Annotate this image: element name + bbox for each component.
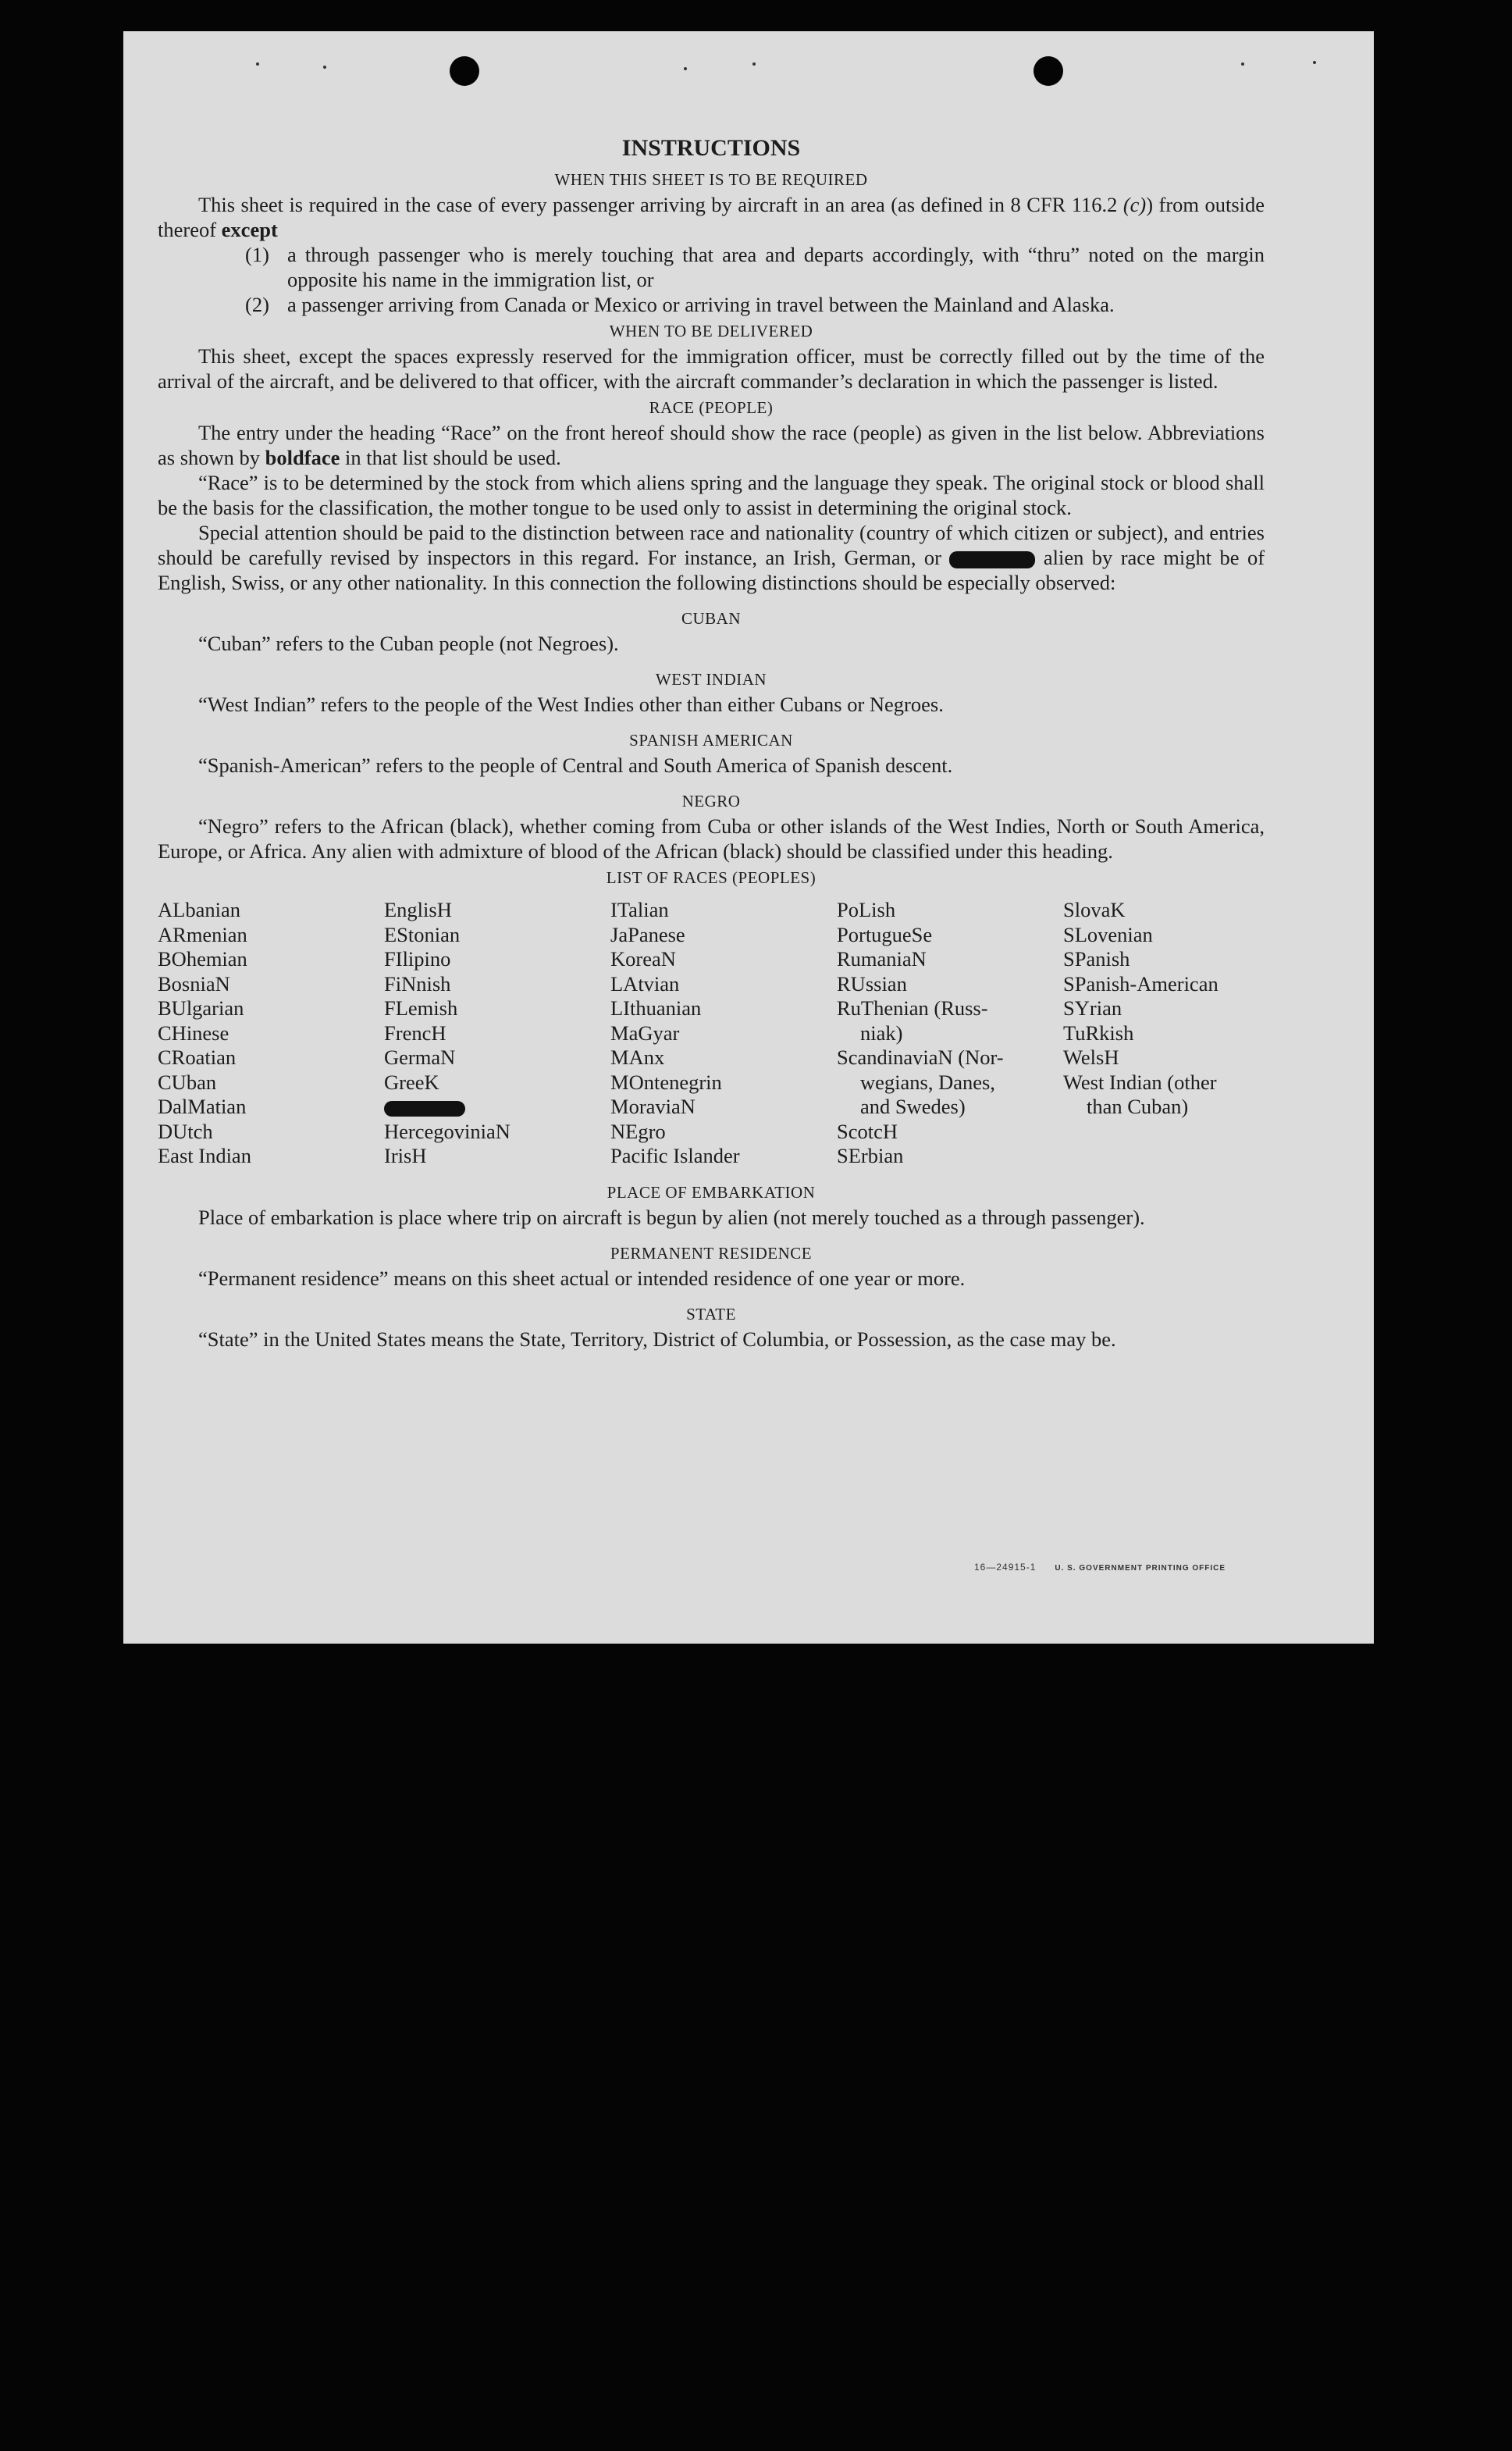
race-entry-continued: niak) bbox=[860, 1021, 903, 1045]
race-paragraph-2: “Race” is to be determined by the stock from which aliens spring and the language they speak. The original stock or blood shall be the basis for the classification, the mother tongue to be used only to assist in determining the original stock. bbox=[158, 471, 1265, 519]
race-entry: GermaN bbox=[384, 1046, 456, 1069]
permanent-residence-text: “Permanent residence” means on this sheet actual or intended residence of one year or more. bbox=[198, 1266, 966, 1290]
race-entry: CHinese bbox=[158, 1021, 229, 1045]
race-entry: ScotcH bbox=[837, 1119, 898, 1143]
punch-hole-right bbox=[1033, 56, 1063, 86]
race-entry: CRoatian bbox=[158, 1046, 237, 1069]
races-column-4 bbox=[837, 898, 1063, 1169]
race-entry: KoreaN bbox=[610, 947, 676, 971]
race-entry: MAnx bbox=[610, 1046, 665, 1069]
instructions-body bbox=[158, 133, 1265, 1352]
race-entry: FrencH bbox=[384, 1021, 446, 1045]
speck bbox=[1241, 62, 1244, 66]
race-entry: SlovaK bbox=[1063, 898, 1126, 921]
races-list bbox=[158, 898, 1265, 1169]
race-entry: ARmenian bbox=[158, 922, 247, 946]
race-entry-continued: wegians, Danes, bbox=[860, 1070, 995, 1094]
race-p3-tail: alien by race might be of English, Swiss, or any other nationality. In this connection the following distinctions should be especially observed: bbox=[158, 546, 1265, 594]
race-entry: SYrian bbox=[1063, 996, 1122, 1020]
section-heading-embarkation: PLACE OF EMBARKATION bbox=[607, 1182, 816, 1202]
race-entry: MoraviaN bbox=[610, 1095, 696, 1118]
race-entry: MaGyar bbox=[610, 1021, 680, 1045]
section-heading-when-delivered: WHEN TO BE DELIVERED bbox=[609, 322, 813, 340]
race-paragraph-1 bbox=[158, 420, 1265, 470]
race-p1-tail: in that list should be used. bbox=[340, 446, 561, 469]
race-entry: JaPanese bbox=[610, 922, 685, 946]
delivered-text: This sheet, except the spaces expressly reserved for the immigration officer, must be correctly filled out by the time of the arrival of the aircraft, and be delivered to that officer, with the aircraft commander’s declaration in which the passenger is listed. bbox=[158, 344, 1265, 393]
section-heading-west-indian: WEST INDIAN bbox=[655, 670, 767, 689]
required-intro bbox=[158, 192, 1265, 242]
embarkation-text: Place of embarkation is place where trip on aircraft is begun by alien (not merely touched as a through passenger). bbox=[198, 1205, 1145, 1229]
speck bbox=[752, 62, 756, 66]
form-footer bbox=[974, 1562, 1226, 1573]
required-intro-except: except bbox=[221, 218, 278, 241]
race-entry: LIthuanian bbox=[610, 996, 702, 1020]
section-heading-cuban: CUBAN bbox=[681, 609, 741, 628]
section-heading-negro: NEGRO bbox=[681, 792, 741, 810]
race-entry: WelsH bbox=[1063, 1046, 1119, 1069]
race-entry: PoLish bbox=[837, 898, 896, 921]
cuban-text: “Cuban” refers to the Cuban people (not Negroes). bbox=[198, 632, 619, 655]
exception-item-1 bbox=[245, 242, 1265, 292]
race-entry: RumaniaN bbox=[837, 947, 927, 971]
race-entry: GreeK bbox=[384, 1070, 439, 1094]
race-entry: SPanish-American bbox=[1063, 971, 1218, 996]
west-indian-text: “West Indian” refers to the people of the West Indies other than either Cubans or Negroes. bbox=[198, 693, 944, 716]
exception-number: (2) bbox=[245, 293, 269, 316]
negro-text: “Negro” refers to the African (black), whether coming from Cuba or other islands of the West Indies, North or South America, Europe, or Africa. Any alien with admixture of blood of the African (black) should be classified under this heading. bbox=[158, 814, 1265, 863]
race-entry: DUtch bbox=[158, 1119, 213, 1143]
state-text: “State” in the United States means the State, Territory, District of Columbia, or Possession, as the case may be. bbox=[198, 1327, 1116, 1351]
section-heading-spanish-american: SPANISH AMERICAN bbox=[629, 731, 793, 750]
race-entry: FLemish bbox=[384, 996, 458, 1020]
page-title: INSTRUCTIONS bbox=[621, 135, 801, 161]
exception-text: a through passenger who is merely touching that area and departs accordingly, with “thru” noted on the margin opposite his name in the immigration list, or bbox=[287, 243, 1265, 291]
race-p1-lead: The entry under the heading “Race” on the front hereof should show the race (people) as given in the list below. Abbreviations as shown by bbox=[158, 421, 1265, 469]
race-entry: PortugueSe bbox=[837, 922, 933, 946]
races-column-5 bbox=[1063, 898, 1265, 1169]
race-entry: SPanish bbox=[1063, 947, 1130, 971]
speck bbox=[1313, 61, 1316, 64]
section-heading-races-list: LIST OF RACES (PEOPLES) bbox=[606, 868, 816, 887]
race-entry: SErbian bbox=[837, 1144, 904, 1167]
race-entry: BosniaN bbox=[158, 971, 230, 996]
race-entry: SLovenian bbox=[1063, 922, 1153, 946]
exception-item-2 bbox=[245, 292, 1265, 317]
race-entry: BUlgarian bbox=[158, 996, 244, 1020]
races-column-2 bbox=[384, 898, 610, 1169]
spanish-american-text: “Spanish-American” refers to the people of Central and South America of Spanish descent. bbox=[198, 753, 953, 777]
race-entry: Pacific Islander bbox=[610, 1144, 740, 1167]
exception-text: a passenger arriving from Canada or Mexico or arriving in travel between the Mainland and Alaska. bbox=[287, 293, 1115, 316]
races-column-3 bbox=[610, 898, 837, 1169]
section-heading-permanent-residence: PERMANENT RESIDENCE bbox=[610, 1243, 813, 1263]
race-paragraph-3 bbox=[158, 520, 1265, 595]
race-entry: LAtvian bbox=[610, 971, 680, 996]
races-column-1 bbox=[158, 898, 384, 1169]
race-entry: EStonian bbox=[384, 922, 461, 946]
race-entry: RUssian bbox=[837, 971, 907, 996]
race-entry-continued: than Cuban) bbox=[1087, 1095, 1189, 1118]
required-intro-c: (c) bbox=[1122, 193, 1147, 216]
punch-hole-left bbox=[450, 56, 479, 86]
exception-number: (1) bbox=[245, 243, 269, 266]
race-entry: ALbanian bbox=[158, 898, 240, 921]
race-entry-redacted bbox=[384, 1095, 610, 1120]
race-p1-bold: boldface bbox=[265, 446, 340, 469]
instruction-sheet bbox=[123, 31, 1374, 1644]
printer-credit: U. S. GOVERNMENT PRINTING OFFICE bbox=[1055, 1564, 1226, 1573]
required-intro-tail: ) from outside thereof bbox=[158, 193, 1265, 241]
race-p3-lead: Special attention should be paid to the distinction between race and nationality (country of which citizen or subject), and entries should be carefully revised by inspectors in this regard. For instance, an Irish, German, or bbox=[158, 521, 1265, 569]
race-entry: TuRkish bbox=[1063, 1021, 1134, 1045]
section-heading-race: RACE (PEOPLE) bbox=[649, 398, 774, 417]
race-entry: CUban bbox=[158, 1070, 217, 1094]
speck bbox=[323, 66, 326, 69]
redaction-mark bbox=[949, 551, 1035, 568]
race-entry-continued: and Swedes) bbox=[860, 1095, 966, 1118]
section-heading-state: STATE bbox=[686, 1304, 736, 1323]
speck bbox=[256, 62, 259, 66]
race-entry: ScandinaviaN (Nor- bbox=[837, 1046, 1004, 1069]
section-heading-when-required: WHEN THIS SHEET IS TO BE REQUIRED bbox=[554, 170, 868, 189]
race-entry: DalMatian bbox=[158, 1095, 247, 1118]
required-intro-lead: This sheet is required in the case of every passenger arriving by aircraft in an area (as defined in 8 CFR 116.2 bbox=[198, 193, 1123, 216]
race-entry: MOntenegrin bbox=[610, 1070, 722, 1094]
race-entry: EnglisH bbox=[384, 898, 452, 921]
redaction-mark bbox=[384, 1101, 465, 1117]
race-entry: RuThenian (Russ- bbox=[837, 996, 988, 1020]
speck bbox=[684, 67, 687, 70]
race-entry: HercegoviniaN bbox=[384, 1119, 511, 1143]
race-entry: FIlipino bbox=[384, 947, 451, 971]
race-entry: IrisH bbox=[384, 1144, 427, 1167]
form-code: 16—24915-1 bbox=[974, 1562, 1037, 1573]
race-entry: FiNnish bbox=[384, 971, 451, 996]
race-entry: East Indian bbox=[158, 1144, 251, 1167]
race-entry: NEgro bbox=[610, 1119, 666, 1143]
race-entry: ITalian bbox=[610, 898, 669, 921]
race-entry: BOhemian bbox=[158, 947, 247, 971]
race-entry: West Indian (other bbox=[1063, 1070, 1217, 1094]
